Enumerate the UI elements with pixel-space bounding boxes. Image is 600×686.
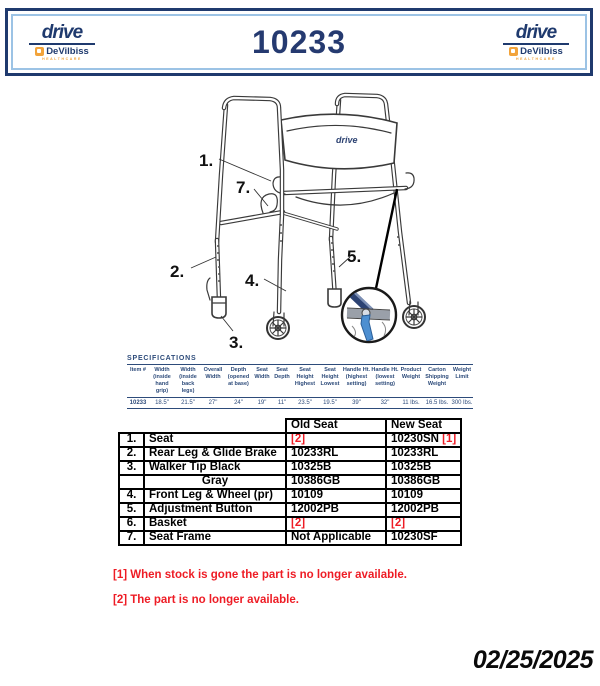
parts-section: [118, 418, 462, 546]
old-part-number: [2]: [286, 433, 386, 447]
new-seat-column-header: New Seat: [386, 419, 461, 433]
specifications-title: SPECIFICATIONS: [127, 355, 473, 365]
spec-col-header: Width (inside back legs): [179, 367, 197, 394]
new-part-number: 10233RL: [386, 447, 461, 461]
spec-col-header: Overall Width: [203, 367, 223, 380]
old-part-number: 12002PB: [286, 503, 386, 517]
healthcare-tagline: HEALTHCARE: [516, 56, 556, 61]
front-wheel-far: [403, 301, 425, 328]
callout-5-label: 5.: [347, 247, 362, 266]
spec-value: 24": [234, 399, 243, 406]
spec-col-header: Product Weight: [400, 367, 422, 380]
spec-col-header: Seat Depth: [274, 367, 290, 380]
spec-value: 16.5 lbs.: [425, 399, 449, 406]
spec-value: 18.5": [155, 399, 169, 406]
detail-arrow: [375, 189, 397, 293]
spec-col-header: Depth (opened at base): [227, 367, 250, 387]
devilbiss-text: DeVilbiss: [520, 46, 563, 57]
spec-value: 39": [352, 399, 361, 406]
old-part-number: 10386GB: [286, 475, 386, 489]
drive-brand-text: drive: [503, 23, 569, 45]
spec-col-header: Seat Height Lowest: [320, 367, 340, 387]
spec-value: 11 lbs.: [402, 399, 420, 406]
footnote-2: [2] The part is no longer available.: [113, 594, 299, 606]
spec-col-header: Weight Limit: [452, 367, 472, 380]
row-number: 1.: [119, 433, 144, 447]
front-wheel: [267, 312, 289, 339]
drive-devilbiss-logo-right: [503, 23, 569, 61]
parts-row-adjustment-button: [119, 503, 461, 517]
spec-value: 21.5": [181, 399, 195, 406]
parts-row-walker-tip-black: [119, 461, 461, 475]
row-number: 6.: [119, 517, 144, 531]
old-seat-column-header: Old Seat: [286, 419, 386, 433]
spec-data-row: [127, 397, 473, 408]
row-number: 3.: [119, 461, 144, 475]
drive-brand-text: drive: [29, 23, 95, 45]
spec-col-header: Seat Height Highest: [294, 367, 316, 387]
new-part-number: 12002PB: [386, 503, 461, 517]
parts-row-basket: [119, 517, 461, 531]
row-number: 2.: [119, 447, 144, 461]
spec-value: 27": [208, 399, 218, 406]
part-name: Seat: [144, 433, 286, 447]
new-part-number: 10230SF: [386, 531, 461, 545]
spec-value: 32": [380, 399, 390, 406]
part-name: Gray: [144, 475, 286, 489]
parts-row-front-leg: [119, 489, 461, 503]
walker-illustration: [150, 85, 470, 370]
footnote-ref: [1]: [442, 433, 457, 446]
callout-3-label: 3.: [229, 333, 244, 352]
devilbiss-icon: [35, 47, 44, 56]
spec-col-header: Seat Width: [254, 367, 270, 380]
row-number: [119, 475, 144, 489]
callout-7-label: 7.: [236, 178, 251, 197]
part-name: Rear Leg & Glide Brake: [144, 447, 286, 461]
spec-col-header: Handle Ht. (lowest setting): [371, 367, 399, 387]
old-part-number: 10233RL: [286, 447, 386, 461]
row-number: 7.: [119, 531, 144, 545]
parts-row-seat: [119, 433, 461, 447]
new-part-number: 10109: [386, 489, 461, 503]
old-part-number: Not Applicable: [286, 531, 386, 545]
spec-value: 300 lbs.: [451, 399, 473, 406]
spec-col-header: Width (inside hand grip): [153, 367, 171, 394]
spec-col-header: Item #: [130, 367, 146, 373]
footnotes: [113, 569, 407, 619]
spec-value: 19": [257, 399, 267, 406]
parts-header-row: [119, 419, 461, 433]
new-part-number: [2]: [386, 517, 461, 531]
spec-value: 23.5": [298, 399, 312, 406]
specifications-table: [127, 366, 473, 409]
callout-4-label: 4.: [245, 271, 260, 290]
parts-table: [118, 418, 462, 546]
walker-tip-far: [328, 289, 341, 307]
parts-row-rear-leg: [119, 447, 461, 461]
spec-value: 19.5": [323, 399, 337, 406]
frame-brand-text: drive: [336, 135, 358, 145]
devilbiss-text: DeVilbiss: [46, 46, 89, 57]
part-name: Seat Frame: [144, 531, 286, 545]
part-name: Front Leg & Wheel (pr): [144, 489, 286, 503]
spec-value: 11": [277, 399, 287, 406]
revision-date: 02/25/2025: [472, 646, 593, 674]
product-number-title: 10233: [252, 23, 346, 60]
spec-item-number: 10233: [129, 399, 147, 406]
spec-col-header: Handle Ht. (highest setting): [342, 367, 371, 387]
header-inner-frame: [11, 14, 587, 70]
row-number: 5.: [119, 503, 144, 517]
new-part-number: 10325B: [386, 461, 461, 475]
row-number: 4.: [119, 489, 144, 503]
specifications-section: [127, 355, 473, 409]
new-part-number: 10386GB: [386, 475, 461, 489]
spec-header-row: [127, 366, 473, 397]
spec-col-header: Carton Shipping Weight: [425, 367, 449, 387]
parts-row-seat-frame: [119, 531, 461, 545]
part-code: 10230SN: [391, 433, 439, 446]
new-part-number: [386, 433, 461, 447]
walker-tip: [212, 297, 226, 318]
parts-row-walker-tip-gray: [119, 475, 461, 489]
devilbiss-icon: [509, 47, 518, 56]
callout-1-label: 1.: [199, 151, 214, 170]
old-part-number: 10325B: [286, 461, 386, 475]
part-name: Basket: [144, 517, 286, 531]
drive-devilbiss-logo-left: [29, 23, 95, 61]
healthcare-tagline: HEALTHCARE: [42, 56, 82, 61]
part-name: Walker Tip Black: [144, 461, 286, 475]
header-box: [5, 8, 593, 76]
footnote-1: [1] When stock is gone the part is no longer available.: [113, 569, 407, 581]
part-name: Adjustment Button: [144, 503, 286, 517]
old-part-number: [2]: [286, 517, 386, 531]
callout-2-label: 2.: [170, 262, 185, 281]
old-part-number: 10109: [286, 489, 386, 503]
